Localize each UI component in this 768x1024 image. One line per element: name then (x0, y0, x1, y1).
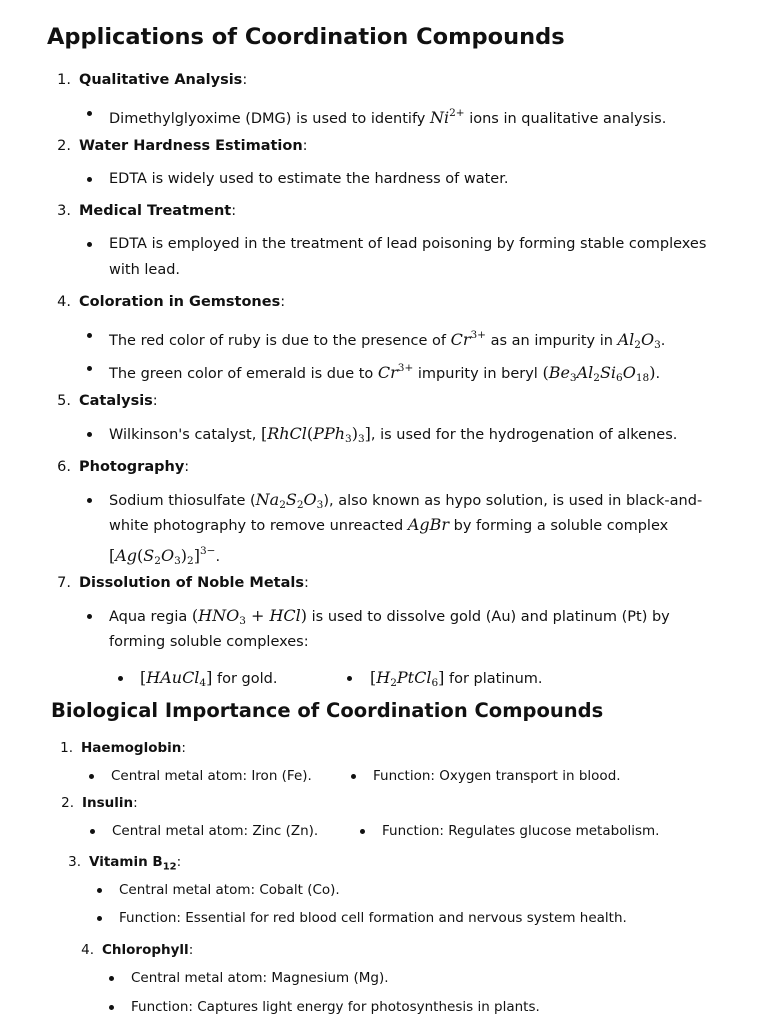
page-title: Applications of Coordination Compounds (47, 24, 565, 50)
formula-wilkinson: $[RhCl(PPh_3)_3]$ (260, 424, 371, 445)
item-title: Vitamin $B_{12}$ (89, 854, 177, 873)
bullet-text-cont: white photography to remove unreacted AgBr by forming a soluble complex (109, 515, 669, 534)
formula-h2ptcl6: $[H_2PtCl_6]$ (370, 668, 445, 689)
bullet-icon (87, 177, 92, 182)
bullet-icon (87, 432, 92, 437)
item-title: Qualitative Analysis (79, 72, 243, 88)
list-item-haemoglobin: 1. Haemoglobin: (60, 740, 186, 756)
bullet-text: The green color of emerald is due to $Cr^{3+}$ impurity in beryl $(Be_3Al_2Si_6O_{18})$. (109, 362, 661, 384)
bullet-icon (89, 774, 94, 779)
bullet-text: Dimethylglyoxime (DMG) is used to identify $Ni^{2+}$ ions in qualitative analysis. (109, 107, 667, 127)
item-title: Water Hardness Estimation (79, 138, 303, 154)
bullet-text: Wilkinson's catalyst, $[RhCl(PPh_3)_3]$, is used for the hydrogenation of alkenes. (109, 424, 678, 445)
bullet-icon (347, 676, 352, 681)
list-item-water-hardness: 2. Water Hardness Estimation: (57, 138, 308, 154)
bullet-icon (118, 676, 123, 681)
bullet-text-cont: $[Ag(S_2O_3)_2]^{3-}$. (109, 545, 221, 567)
bullet-icon (97, 916, 102, 921)
list-item-noble-metals: 7. Dissolution of Noble Metals: (57, 575, 309, 591)
section-title-biological: Biological Importance of Coordination Compounds (51, 699, 604, 722)
bullet-icon (109, 1005, 114, 1010)
bullet-icon (360, 829, 365, 834)
formula-agbr: AgBr (407, 515, 450, 534)
list-item-catalysis: 5. Catalysis: (57, 393, 158, 409)
bullet-text: Function: Oxygen transport in blood. (373, 768, 621, 784)
list-item-vitamin-b12: 3. Vitamin $B_{12}$: (68, 854, 182, 873)
bullet-icon (90, 829, 95, 834)
list-item-gemstones: 4. Coloration in Gemstones: (57, 294, 286, 310)
bullet-icon (97, 888, 102, 893)
bullet-text: Central metal atom: Iron (Fe). (111, 768, 312, 784)
item-title: Haemoglobin (81, 740, 182, 756)
bullet-text-cont: forming soluble complexes: (109, 634, 309, 650)
formula-cr: $Cr^{3+}$ (377, 362, 414, 382)
bullet-icon (109, 976, 114, 981)
formula-aqua-regia: $(HNO_3 + HCl)$ (191, 606, 308, 627)
formula-silver-complex: $[Ag(S_2O_3)_2]^{3-}$ (109, 545, 216, 567)
bullet-text: Central metal atom: Magnesium (Mg). (131, 970, 389, 986)
bullet-icon (87, 498, 92, 503)
bullet-text: Function: Captures light energy for photosynthesis in plants. (131, 999, 540, 1015)
bullet-text: Function: Essential for red blood cell formation and nervous system health. (119, 910, 627, 926)
bullet-text: Central metal atom: Cobalt (Co). (119, 882, 340, 898)
formula-haucl4: [HAuCl$_4$] (140, 668, 213, 689)
formula-hypo: $Na_2S_2O_3$ (255, 490, 324, 511)
sub-bullet-gold: [HAuCl$_4$] for gold. (140, 668, 278, 689)
formula-al2o3: $Al_2O_3$ (617, 330, 661, 351)
item-title: Coloration in Gemstones (79, 294, 281, 310)
item-title: Photography (79, 459, 185, 475)
sub-bullet-platinum: $[H_2PtCl_6]$ for platinum. (370, 668, 543, 689)
item-title: Catalysis (79, 393, 153, 409)
formula-ni: $Ni^{2+}$ (430, 107, 465, 127)
list-item-medical-treatment: 3. Medical Treatment: (57, 203, 237, 219)
bullet-text: Central metal atom: Zinc (Zn). (112, 823, 319, 839)
formula-beryl: $(Be_3Al_2Si_6O_{18})$ (542, 363, 656, 384)
bullet-text: Function: Regulates glucose metabolism. (382, 823, 660, 839)
formula-cr: $Cr^{3+}$ (450, 329, 486, 349)
bullet-text: Sodium thiosulfate $(Na_2S_2O_3)$, also known as hypo solution, is used in black-and- (109, 490, 703, 511)
bullet-text: Aqua regia $(HNO_3 + HCl)$ is used to dissolve gold (Au) and platinum (Pt) by (109, 606, 670, 627)
item-title: Chlorophyll (102, 942, 189, 958)
item-title: Insulin (82, 795, 134, 811)
list-item-insulin: 2. Insulin: (61, 795, 138, 811)
bullet-icon (87, 333, 92, 338)
bullet-text-cont: with lead. (109, 262, 181, 278)
list-item-photography: 6. Photography: (57, 459, 190, 475)
item-title: Dissolution of Noble Metals (79, 575, 304, 591)
bullet-text: EDTA is widely used to estimate the hardness of water. (109, 171, 509, 187)
bullet-icon (87, 242, 92, 247)
list-item-qualitative-analysis: 1. Qualitative Analysis: (57, 72, 248, 88)
bullet-icon (351, 774, 356, 779)
bullet-text: EDTA is employed in the treatment of lead poisoning by forming stable complexes (109, 236, 707, 252)
list-item-chlorophyll: 4. Chlorophyll: (81, 942, 194, 958)
bullet-icon (87, 111, 92, 116)
bullet-text: The red color of ruby is due to the presence of $Cr^{3+}$ as an impurity in $Al_2O_3$. (109, 329, 666, 351)
item-title: Medical Treatment (79, 203, 232, 219)
bullet-icon (87, 614, 92, 619)
bullet-icon (87, 366, 92, 371)
